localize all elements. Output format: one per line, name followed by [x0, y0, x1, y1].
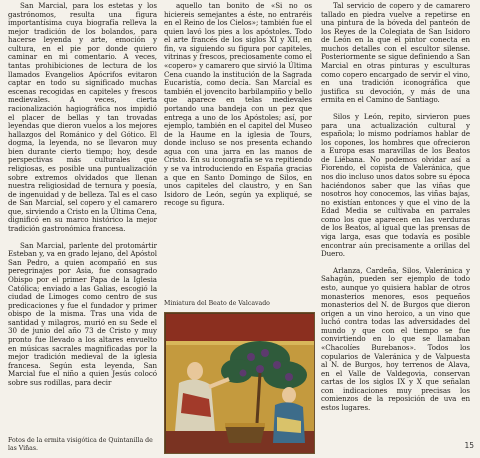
text-column-left: [8, 2, 157, 387]
miniature-artwork: [165, 313, 315, 454]
paragraph: Arlanza, Cardeña, Silos, Valeránica y Sahagún, pueden ser ejemplo de todo esto, aunque yo quisiera hablar de otros monasterios menores, esos pequeños monasterios del N. de Burgos que dieron origen a un vino heroico, a un vino que luchó contra todas las adversidades del mundo y que con el tiempo se fue convirtiendo en lo que se llamaban «Chacolíes Burebanos». Todos los copularios de Valeránica y de Valpuesta al N. de Burgos, hoy terrenos de Alava, en el Valle de Valdegovia, conservan cartas de los siglos IX y X que señalan con indicaciones muy precisas los comienzos de la reposición de uva en estos lugares.: [321, 265, 470, 413]
paragraph: Tal servicio de copero y de camarero tallado en piedra vuelve a repetirse en una pintura de la bóveda del panteón de los Reyes de la Colegiata de San Isidoro de León en la que el pintor conecta en muchos detalles con el escultor silense. Posteriormente se sigue definiendo a San Marcial en otras pinturas y esculturas como copero encargado de servir el vino, en una tradición iconográfica que justifica su devoción, y más de una ermita en el Camino de Santiago.: [321, 1, 470, 105]
paragraph: San Marcial, parlente del protomártir Esteban y, va en grado lejano, del Apóstol San Pedro, a quien acompañó en sus peregrinajes por Asia, fue consagrado Obispo por el primer Papa de la Iglesia Católica; enviado a las Galias, escogió la ciudad de Limoges como centro de sus predicaciones y fue el fundador y primer obispo de la misma. Tras una vida de santidad y milagros, murió en su Sede el 30 de junio del año 73 de Cristo y muy pronto fue llevado a los altares envuelto en músicas sacrales magnificadas por la mejor tradición medieval de la iglesia francesa. Según esta leyenda, San Marcial fue el niño a quien Jesús colocó sobre sus rodillas, para decir: [8, 240, 157, 387]
miniature-illustration: [164, 312, 315, 454]
paragraph: Silos y León, repito, sirvieron pues para una actualización cultural y española; lo mismo podríamos hablar de los copones, los hombres que ofrecieron a Europa esas maravillas de los Beatos de Liébana. No podemos olvidar así a Fiorendo, el copista de Valeránica, que nos dio incluso unos datos sobre su época haciéndonos saber que las viñas que nosotros hoy conocemos, las viñas bajas, no existían entonces y que el vino de la Edad Media se cultivaba en parrales como los que aparecen en las verduras de los Beatos, al igual que las prensas de viga larga, esas que todavía es posible encontrar aún precisamente a orillas del Duero.: [321, 111, 470, 259]
paragraph: aquello tan bonito de «Si no os hiciereis semejantes a éste, no entraréis en el Reino de los Cielos»; también fue el quien lavó los pies a los apóstoles. Todo el arte francés de los siglos XI y XII, en fin, va siguiendo su figura por capiteles, vitrinas y frescos, preciosamente como el «copero» y camarero que sirvió la Última Cena cuando la institución de la Sagrada Eucaristía, como decía. San Marcial es también el jovencito barbilampiño y bello que aparece en telas medievales portando una bandeja con un pez que entrega a uno de los Apóstoles; así, por ejemplo, también en el capitel del Museo de la Haume en la iglesia de Tours, donde incluso se nos presenta echando agua con una jarra en las manos de Cristo. En su iconografía se va repitiendo y se va introduciendo en España gracias a que en Santo Domingo de Silos, en unos capiteles del claustro, y en San Isidoro de León, según ya expliqué, se recoge su figura.: [164, 1, 312, 208]
text-column-middle: [164, 2, 312, 208]
miniature-caption: Miniatura del Beato de Valcavado: [164, 300, 270, 307]
photo-caption: Fotos de la ermita visigótica de Quintanilla de las Viñas.: [8, 437, 153, 452]
paragraph: San Marcial, para los estetas y los gastrónomos, resulta una figura importantísima cuya biografía relleva la mejor tradición de los bolandos, para hacerse leyenda y arte, emoción y cultura, en el pie por donde quiero caminar en mi comentario. A veces, tantas prohibiciones de lectura de los llamados Evangelios Apócrifos evitaron captar en todo su significado muchas escenas recogidas en capiteles y frescos medievales. A veces, cierta racionalización hagiográfica nos impidió el placer de bellas y tan trovadas leyendas que dieron vuelos a los mejores hallazgos del Románico y del Gótico. El dogma, la leyenda, no se llevaron muy bien durante cierto tiempo; hoy, desde perspectivas más culturales que religiosas, es posible una puntualización sobre extremos olvidados que llenan nuestra religiosidad de ternura y poesía, de ingenuidad y de belleza. Tal es el caso de San Marcial, sel copero y el camarero que, sirviendo a Cristo en la Última Cena, dignificó en su marco histórico la mejor tradición gastronómica francesa.: [8, 1, 157, 234]
page-number: 15: [464, 441, 474, 450]
text-column-right: [321, 2, 470, 413]
